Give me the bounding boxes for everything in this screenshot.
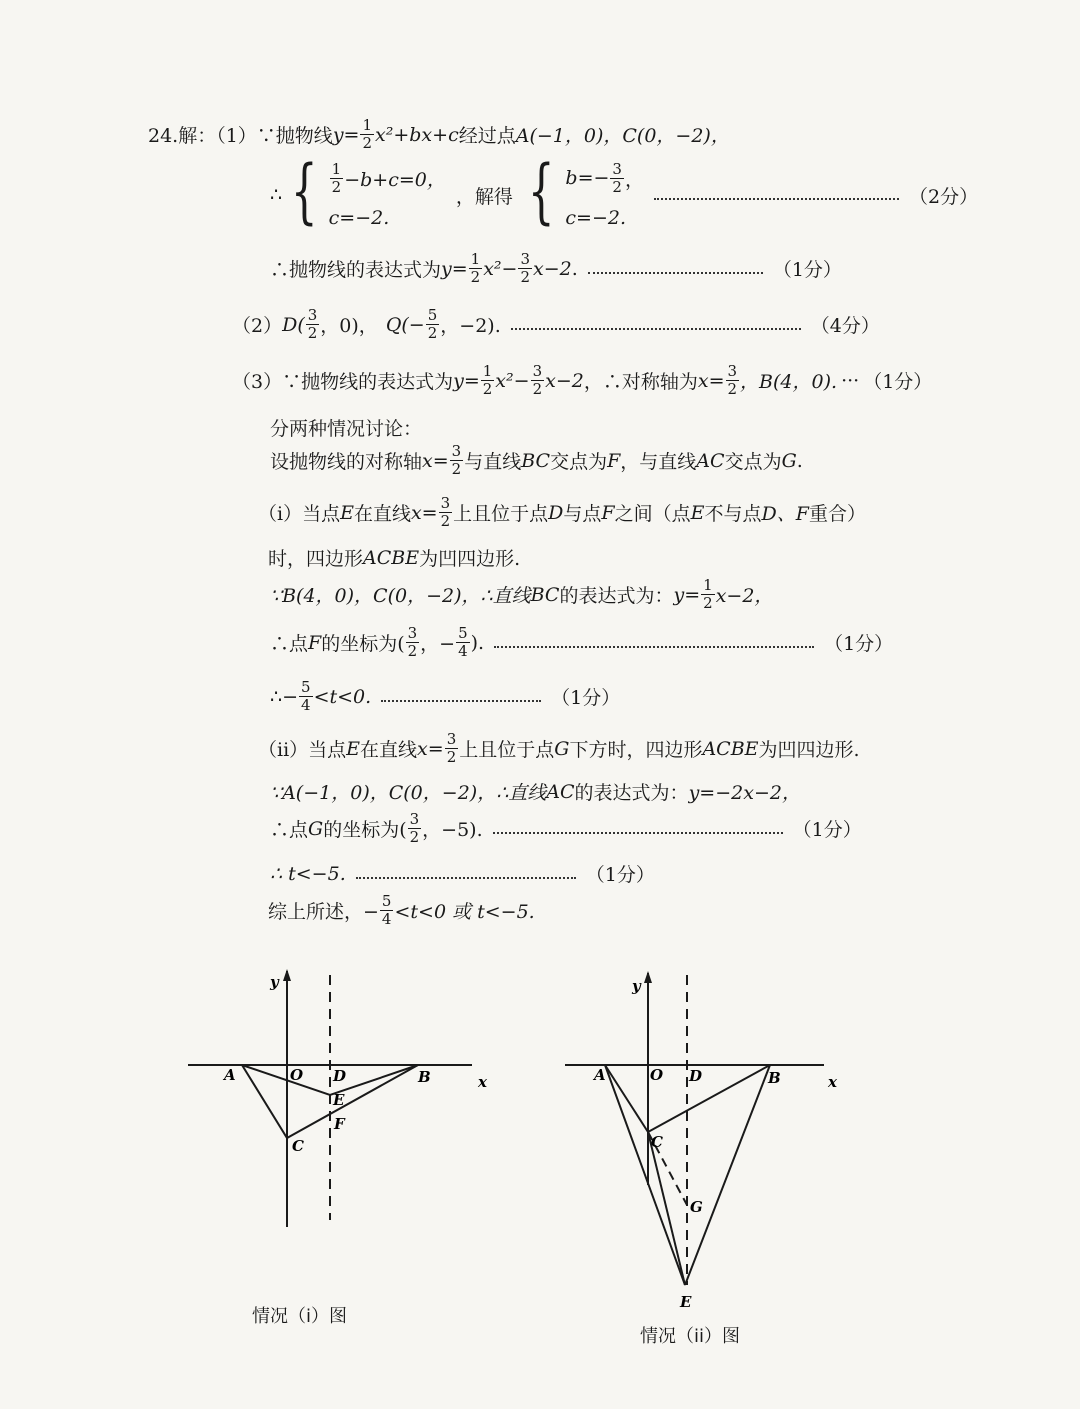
solved-text: ，解得 — [455, 185, 513, 208]
segment-C-B — [648, 1065, 770, 1132]
label-O: O — [650, 1066, 664, 1084]
label-O: O — [290, 1066, 304, 1084]
equation-system-line — [270, 150, 979, 232]
label-B: B — [768, 1069, 781, 1087]
label-C: C — [292, 1137, 304, 1155]
label-D: D — [333, 1067, 347, 1085]
label-x: x — [478, 1073, 487, 1091]
bc-line: ∵B(4，0)，C(0，−2)，∴直线 BC 的表达式为： y= $\frac{1}{2}$ x−2， — [270, 576, 774, 612]
system1-eq2: c=−2. — [328, 206, 390, 229]
passes-text: 经过点 — [458, 125, 516, 147]
frac-one-half: $\frac{1}{2}$ — [362, 116, 373, 152]
score-2: （2分） — [908, 185, 979, 208]
label-x: x — [828, 1073, 837, 1091]
ac-line: ∵A(−1，0)，C(0，−2)，∴直线 AC 的表达式为： y=−2x−2， — [270, 780, 801, 804]
system-2: b=− $\frac{3}{2}$ ， c=−2. — [565, 159, 644, 229]
part-3-line: （3）∵抛物线的表达式为 y= $\frac{1}{2}$ x²− $\frac{3}{2}$ x−2 ，∴对称轴为 x= $\frac{3}{2}$ ，B(4，0). ··· （1分） — [232, 362, 933, 398]
label-C: C — [651, 1133, 663, 1151]
score-4: （4分） — [810, 315, 880, 337]
solution-header: 24.解：（1）∵抛物线 — [148, 125, 333, 147]
label-y: y — [632, 977, 641, 995]
left-brace-2: { — [527, 150, 555, 232]
segment-A-E — [605, 1065, 685, 1285]
parabola-general: x²+bx+c — [375, 123, 459, 146]
t-range-1: ∴− $\frac{5}{4}$ <t<0. （1分） — [270, 678, 621, 714]
label-D: D — [689, 1067, 703, 1085]
solution-line-1 — [148, 118, 730, 151]
dot-leader — [588, 272, 763, 274]
figure-2-caption: 情况（ii）图 — [640, 1326, 741, 1347]
case-1-line-2: 时，四边形 ACBE 为凹四边形. — [268, 546, 521, 570]
dot-leader — [654, 198, 899, 200]
set-line: 设抛物线的对称轴 x= $\frac{3}{2}$ 与直线 BC 交点为 F ，与直线 AC 交点为 G . — [270, 442, 803, 478]
system1-eq1: −b+c=0， — [344, 168, 446, 191]
label-F: F — [334, 1115, 345, 1133]
given-points: A(−1，0)，C(0，−2)， — [515, 125, 730, 147]
left-brace: { — [291, 150, 318, 232]
label-y: y — [270, 973, 279, 991]
dot-leader — [493, 832, 783, 834]
label-E: E — [333, 1091, 345, 1109]
score-1: （1分） — [772, 259, 842, 281]
system2-eq1: b=− — [565, 167, 610, 189]
label-G: G — [690, 1198, 703, 1216]
expression-line: ∴抛物线的表达式为 y= $\frac{1}{2}$ x²− $\frac{3}{2}$ x−2 . （1分） — [270, 250, 842, 286]
segment-C-E — [648, 1132, 685, 1285]
figure-case-2 — [560, 965, 850, 1310]
figure-1-caption: 情况（i）图 — [252, 1306, 348, 1327]
dot-leader — [381, 700, 541, 702]
case-2-line: （ii）当点 E 在直线 x= $\frac{3}{2}$ 上且位于点 G 下方时，四边形 ACBE 为凹四边形. — [258, 730, 860, 766]
system2-eq2: c=−2. — [565, 206, 627, 229]
label-A: A — [594, 1066, 606, 1084]
y-axis-arrow — [644, 971, 652, 983]
G-coord-line: ∴点 G 的坐标为( $\frac{3}{2}$ ，−5). （1分） — [270, 810, 862, 846]
dot-leader — [494, 646, 814, 648]
case-1-line: （i）当点 E 在直线 x= $\frac{3}{2}$ 上且位于点 D 与点 F 之间（点 E 不与点 D、F 重合） — [258, 494, 866, 530]
label-A: A — [224, 1066, 236, 1084]
therefore-symbol: ∴ — [270, 184, 283, 206]
label-B: B — [418, 1068, 431, 1086]
dot-leader — [356, 877, 576, 879]
summary-line: 综上所述，− $\frac{5}{4}$ <t<0 或 t<−5. — [268, 892, 535, 928]
segment-B-E — [685, 1065, 770, 1285]
figure-case-1 — [180, 965, 500, 1235]
two-cases-line: 分两种情况讨论： — [270, 418, 423, 440]
F-coord-line: ∴点 F 的坐标为( $\frac{3}{2}$ ，− $\frac{5}{4}$ ). （1分） — [270, 624, 894, 660]
dot-leader — [511, 328, 801, 330]
y-eq: y= — [332, 123, 360, 146]
t-range-2: ∴ t<−5. （1分） — [270, 862, 655, 886]
part-2-line: （2） D( $\frac{3}{2}$ ，0)， Q(− $\frac{5}{2}$ ，−2). （4分） — [232, 306, 880, 342]
y-axis-arrow — [283, 969, 291, 981]
label-E: E — [680, 1293, 692, 1310]
system-1: $\frac{1}{2}$ −b+c=0， c=−2. — [328, 159, 446, 229]
